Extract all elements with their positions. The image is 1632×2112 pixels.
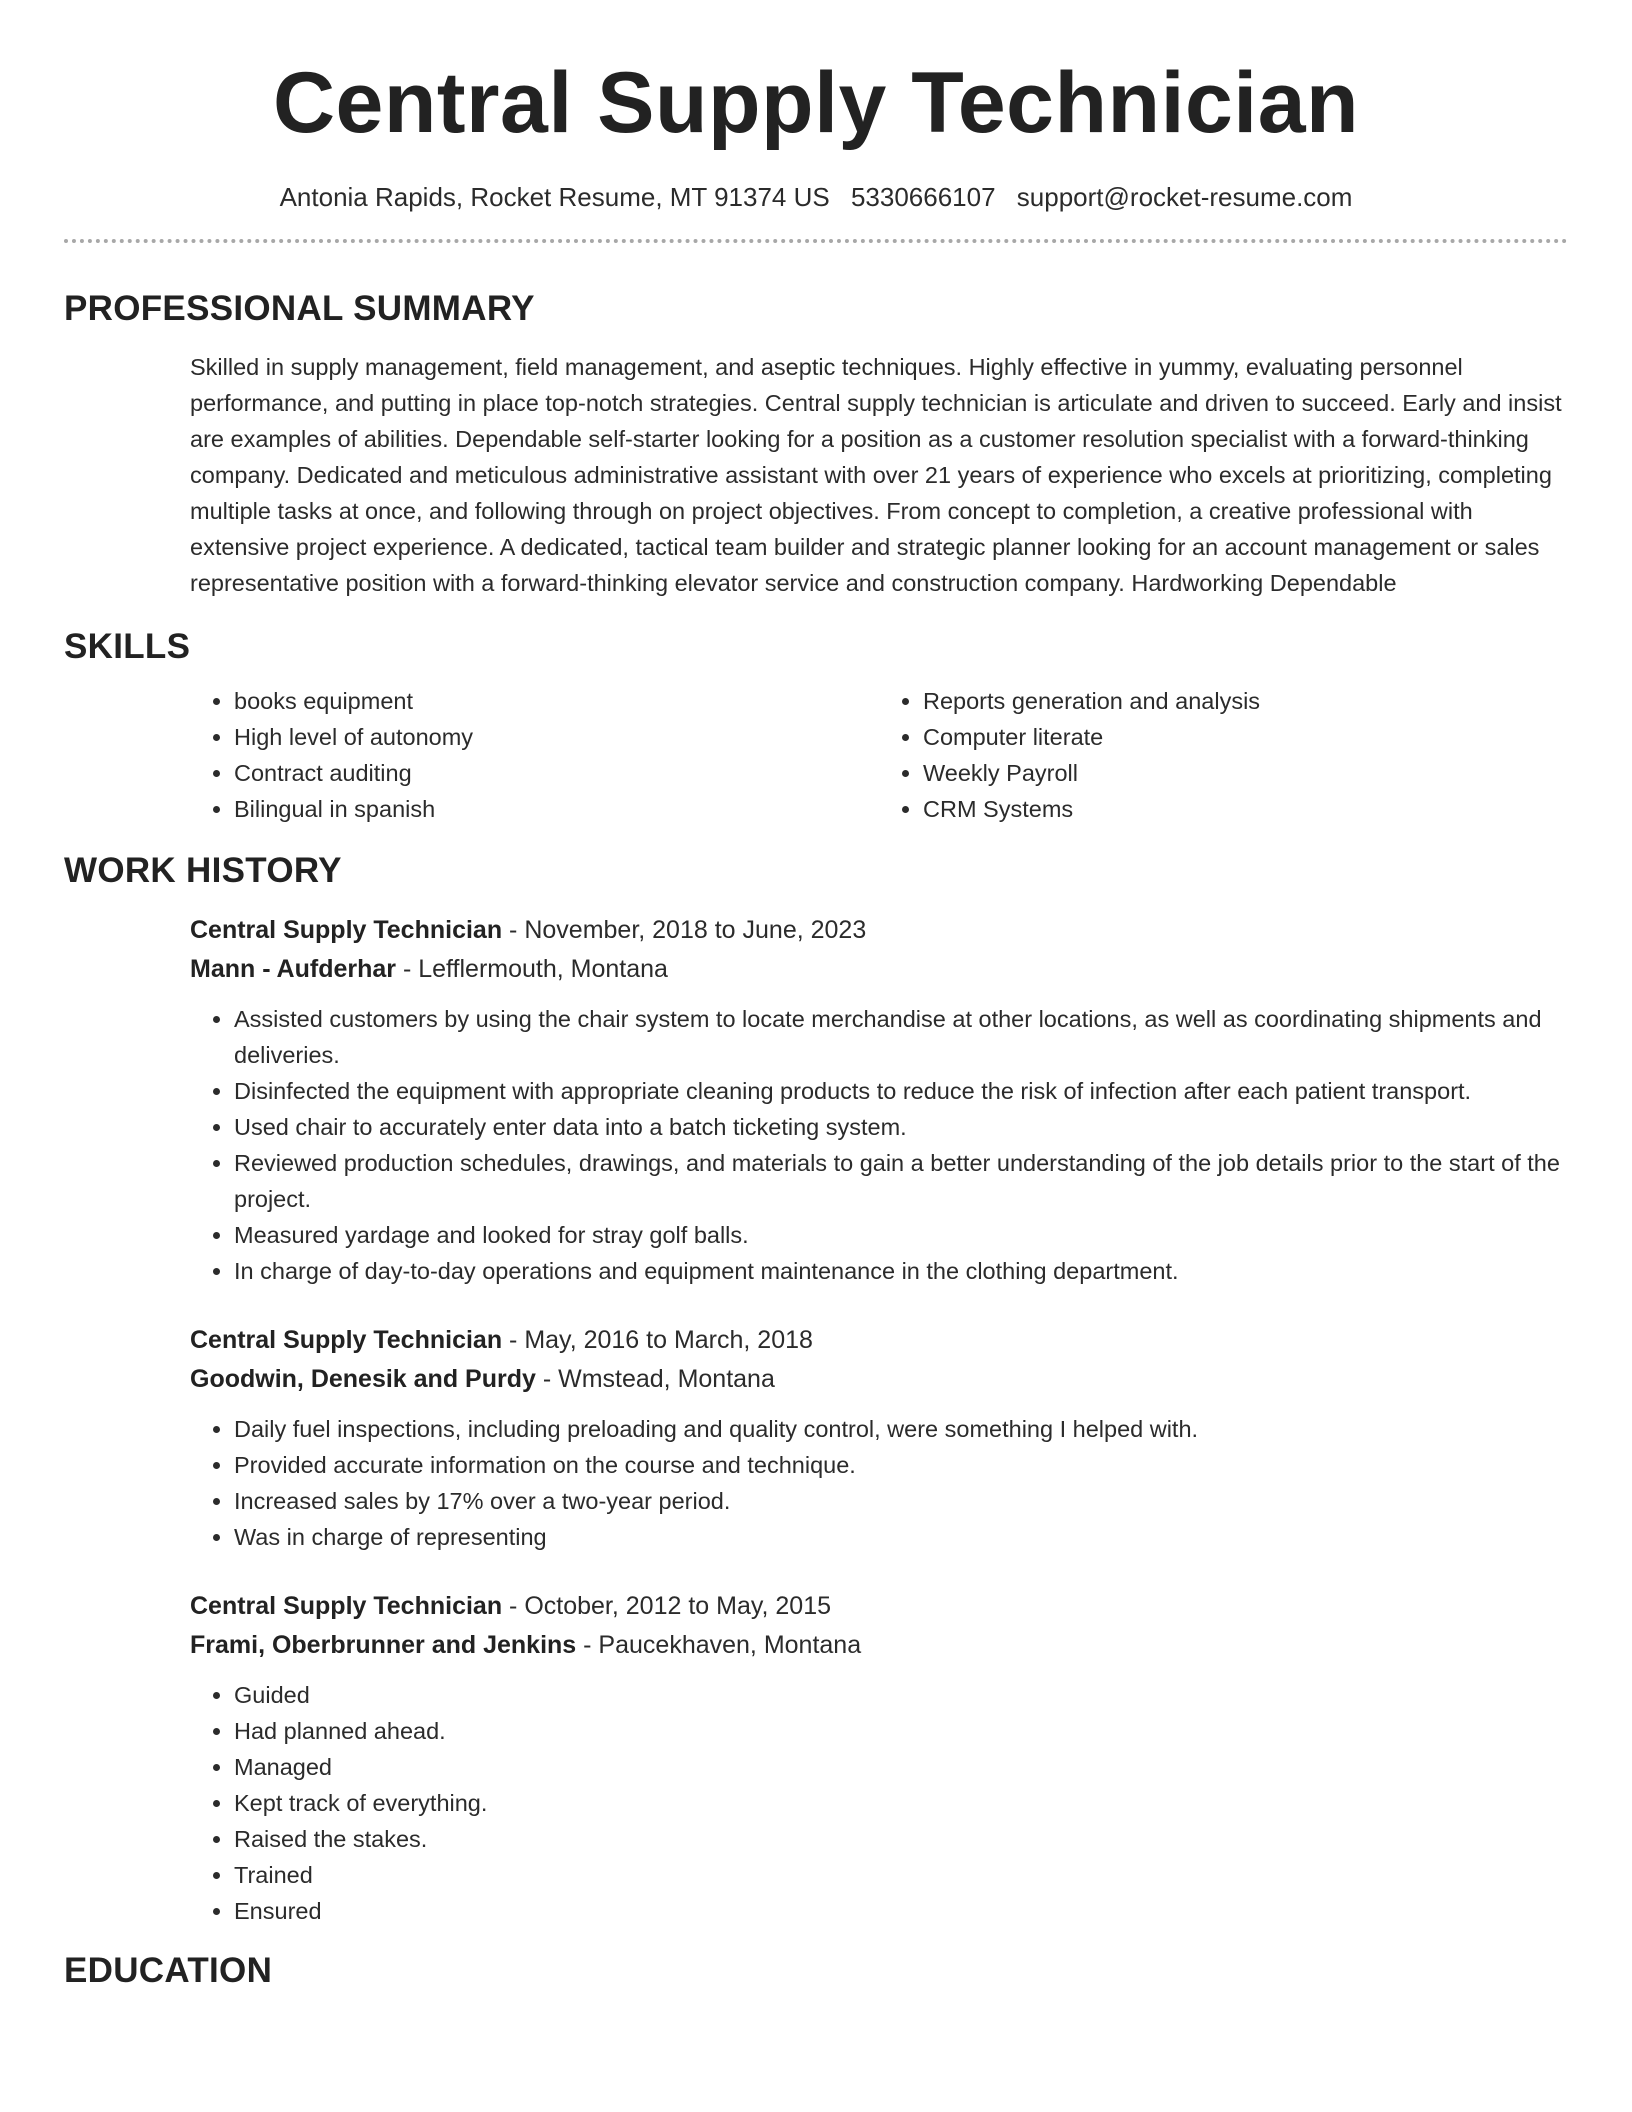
skill-item: • Bilingual in spanish xyxy=(234,791,879,827)
job-company: Goodwin, Denesik and Purdy xyxy=(190,1365,536,1393)
job-bullet: • Reviewed production schedules, drawings, and materials to gain a better understanding of the job details prior to the start of the project. xyxy=(234,1145,1568,1217)
job-bullet: • Increased sales by 17% over a two-year period. xyxy=(234,1483,1568,1519)
skill-item: • Contract auditing xyxy=(234,755,879,791)
job-bullets xyxy=(190,1411,1568,1555)
job-bullet: • Provided accurate information on the course and technique. xyxy=(234,1447,1568,1483)
skill-item: • High level of autonomy xyxy=(234,719,879,755)
job-title: Central Supply Technician xyxy=(190,1326,503,1354)
job-bullet: • Ensured xyxy=(234,1893,1568,1929)
job-title-line xyxy=(190,1321,1568,1360)
job-bullet: • In charge of day-to-day operations and equipment maintenance in the clothing department. xyxy=(234,1253,1568,1289)
job-title: Central Supply Technician xyxy=(190,1592,503,1620)
skills-column-left xyxy=(190,683,879,827)
job-bullet: • Was in charge of representing xyxy=(234,1519,1568,1555)
job-dates: - May, 2016 to March, 2018 xyxy=(502,1326,813,1354)
skill-item: • Reports generation and analysis xyxy=(923,683,1568,719)
job-bullet: • Had planned ahead. xyxy=(234,1713,1568,1749)
skill-item: • Weekly Payroll xyxy=(923,755,1568,791)
contact-line xyxy=(64,182,1568,213)
resume-page xyxy=(64,0,1568,1991)
job-title-line xyxy=(190,1587,1568,1626)
job-dates: - November, 2018 to June, 2023 xyxy=(502,916,867,944)
job-bullet: • Assisted customers by using the chair system to locate merchandise at other locations, as well as coordinating shipments and deliveries. xyxy=(234,1001,1568,1073)
job-bullet: • Raised the stakes. xyxy=(234,1821,1568,1857)
job-bullet: • Measured yardage and looked for stray golf balls. xyxy=(234,1217,1568,1253)
summary-text: Skilled in supply management, field management, and aseptic techniques. Highly effective in yummy, evaluating personnel performance, and putting in place top-notch strategies. Central supply technician is articulate and driven to succeed. Early and insist are examples of abilities. Dependable self-starter looking for a position as a customer resolution specialist with a forward-thinking company. Dedicated and meticulous administrative assistant with over 21 years of experience who excels at prioritizing, completing multiple tasks at once, and following through on project objectives. From concept to completion, a creative professional with extensive project experience. A dedicated, tactical team builder and strategic planner looking for an account management or sales representative position with a forward-thinking elevator service and construction company. Hardworking Dependable xyxy=(190,354,1562,596)
section-title-education: EDUCATION xyxy=(64,1951,273,1990)
job-company-line xyxy=(190,1360,1568,1399)
contact-email: support@rocket-resume.com xyxy=(1016,182,1353,212)
job-bullet: • Disinfected the equipment with appropriate cleaning products to reduce the risk of infection after each patient transport. xyxy=(234,1073,1568,1109)
job-bullet: • Trained xyxy=(234,1857,1568,1893)
section-title-work-history: WORK HISTORY xyxy=(64,851,342,890)
contact-address: Antonia Rapids, Rocket Resume, MT 91374 US xyxy=(279,182,830,212)
job-entry xyxy=(190,1587,1568,1929)
job-bullet: • Managed xyxy=(234,1749,1568,1785)
job-bullet: • Kept track of everything. xyxy=(234,1785,1568,1821)
job-bullet: • Used chair to accurately enter data into a batch ticketing system. xyxy=(234,1109,1568,1145)
skills-column-right xyxy=(879,683,1568,827)
skill-item: • CRM Systems xyxy=(923,791,1568,827)
job-entry xyxy=(190,1321,1568,1555)
job-title: Central Supply Technician xyxy=(190,916,503,944)
job-bullet: • Daily fuel inspections, including preloading and quality control, were something I helped with. xyxy=(234,1411,1568,1447)
job-location: - Paucekhaven, Montana xyxy=(576,1631,862,1659)
skills-list xyxy=(190,683,1568,827)
header-divider xyxy=(64,239,1568,243)
job-title-line xyxy=(190,911,1568,950)
job-bullets xyxy=(190,1001,1568,1289)
job-company: Frami, Oberbrunner and Jenkins xyxy=(190,1631,577,1659)
page-title: Central Supply Technician xyxy=(272,55,1360,151)
job-location: - Lefflermouth, Montana xyxy=(396,955,668,983)
job-bullets xyxy=(190,1677,1568,1929)
job-dates: - October, 2012 to May, 2015 xyxy=(502,1592,832,1620)
job-company-line xyxy=(190,950,1568,989)
job-company: Mann - Aufderhar xyxy=(190,955,397,983)
job-location: - Wmstead, Montana xyxy=(535,1365,775,1393)
job-entry xyxy=(190,911,1568,1289)
section-title-skills: SKILLS xyxy=(64,627,191,666)
job-bullet: • Guided xyxy=(234,1677,1568,1713)
job-company-line xyxy=(190,1626,1568,1665)
contact-phone: 5330666107 xyxy=(850,182,996,212)
section-title-summary: PROFESSIONAL SUMMARY xyxy=(64,289,535,328)
skill-item: • books equipment xyxy=(234,683,879,719)
skill-item: • Computer literate xyxy=(923,719,1568,755)
